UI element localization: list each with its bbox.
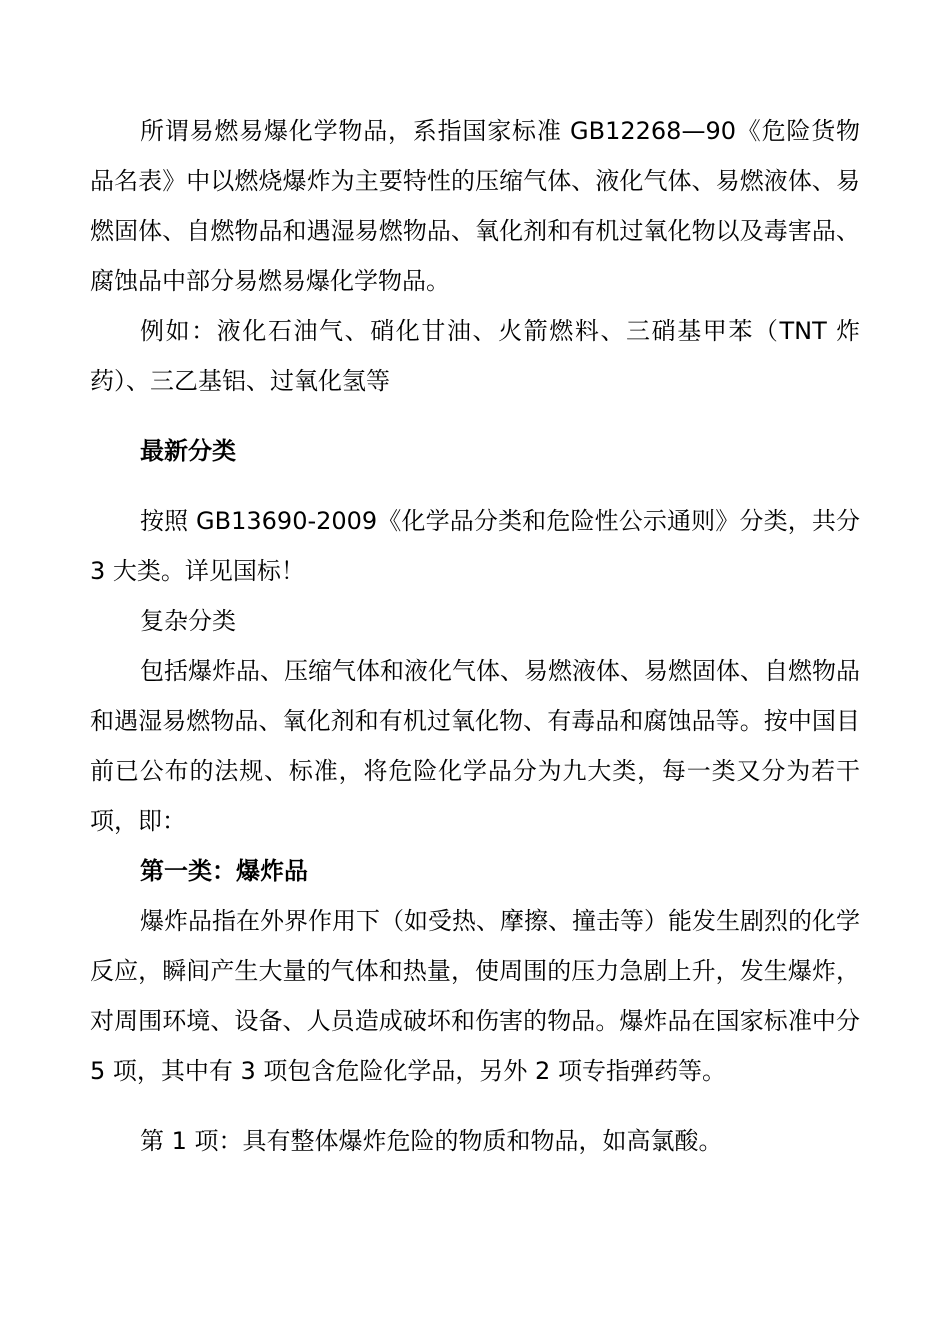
heading-class-one-explosives: 第一类：爆炸品	[140, 857, 308, 885]
paragraph-nine-categories: 包括爆炸品、压缩气体和液化气体、易燃液体、易燃固体、自燃物品和遇湿易燃物品、氧化剂和有机过氧化物、有毒品和腐蚀品等。按中国目前已公布的法规、标准，将危险化学品分为九大类，每一类又分为若干项，即：	[90, 657, 860, 835]
paragraph-explosives-definition: 爆炸品指在外界作用下（如受热、摩擦、撞击等）能发生剧烈的化学反应，瞬间产生大量的气体和热量，使周围的压力急剧上升，发生爆炸，对周围环境、设备、人员造成破坏和伤害的物品。爆炸品在国家标准中分 5 项，其中有 3 项包含危险化学品，另外 2 项专指弹药等。	[90, 907, 860, 1085]
paragraph-definition: 所谓易燃易爆化学物品，系指国家标准 GB12268—90《危险货物品名表》中以燃烧爆炸为主要特性的压缩气体、液化气体、易燃液体、易燃固体、自燃物品和遇湿易燃物品、氧化剂和有机过氧化物以及毒害品、腐蚀品中部分易燃易爆化学物品。	[90, 117, 860, 295]
paragraph-item-one: 第 1 项：具有整体爆炸危险的物质和物品，如高氯酸。	[140, 1127, 723, 1155]
paragraph-gb13690: 按照 GB13690-2009《化学品分类和危险性公示通则》分类，共分 3 大类。详见国标！	[90, 507, 860, 585]
document-body	[90, 106, 860, 1166]
heading-latest-classification: 最新分类	[140, 437, 236, 465]
paragraph-examples: 例如：液化石油气、硝化甘油、火箭燃料、三硝基甲苯（TNT 炸药）、三乙基铝、过氧化氢等	[90, 317, 860, 395]
paragraph-complex-classification: 复杂分类	[140, 607, 236, 635]
